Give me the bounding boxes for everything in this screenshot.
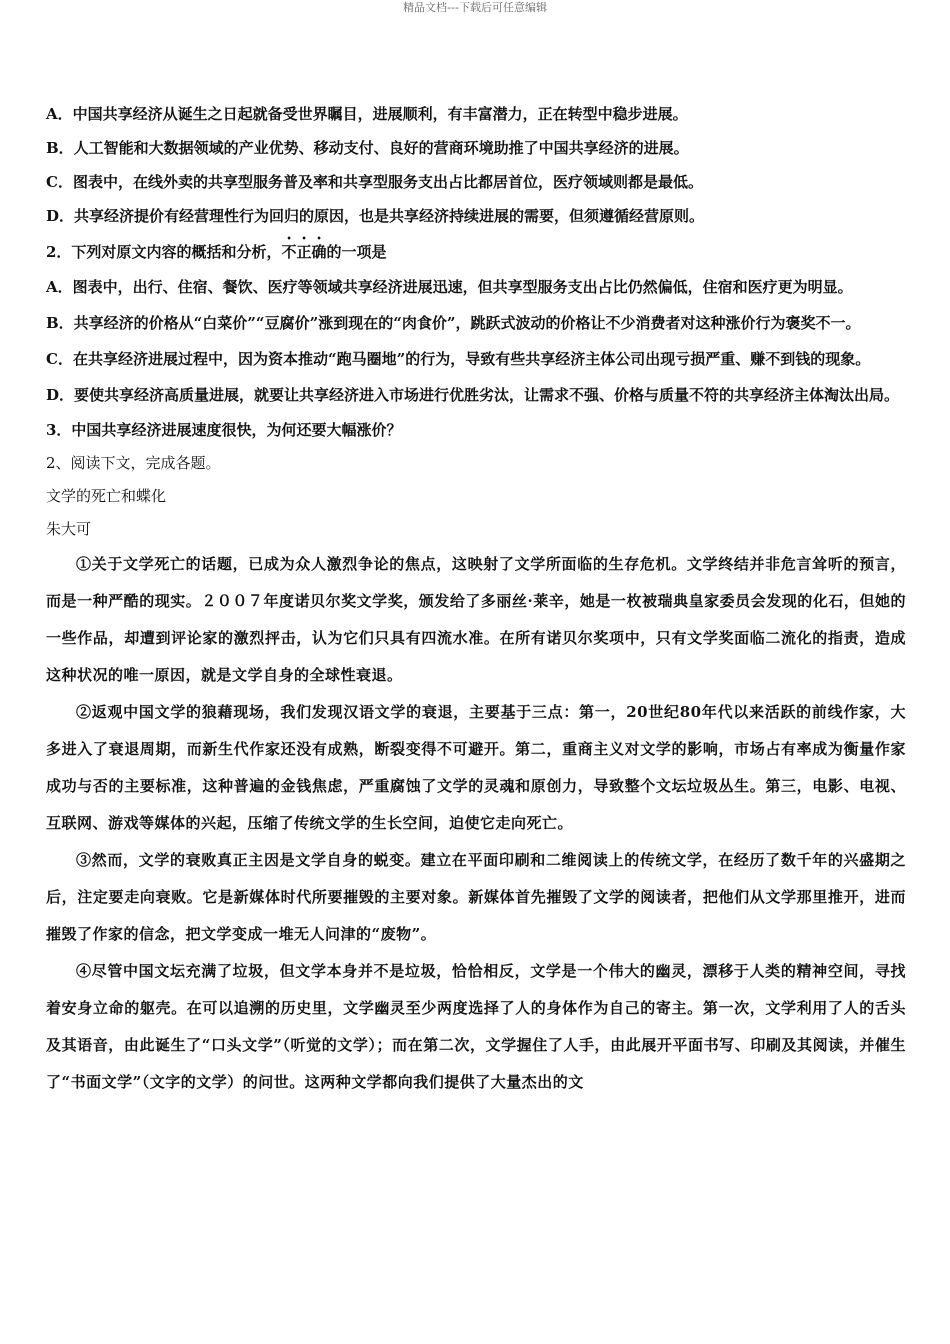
article-paragraph-1: ①关于文学死亡的话题，已成为众人激烈争论的焦点，这映射了文学所面临的生存危机。文学终结并非危言耸听的预言，而是一种严酷的现实。２００７年度诺贝尔奖文学奖，颁发给了多丽丝·莱辛，她是一枚被瑞典皇家委员会发现的化石，但她的一些作品，却遭到评论家的激烈抨击，认为它们只具有四流水准。在所有诺贝尔奖项中，只有文学奖面临二流化的指责，造成这种状况的唯一原因，就是文学自身的全球性衰退。 [46,555,906,684]
q1-option-c: C．图表中，在线外卖的共享型服务普及率和共享型服务支出占比都居首位，医疗领域则都是最低。 [46,173,703,191]
article-paragraph-4: ④尽管中国文坛充满了垃圾，但文学本身并不是垃圾，恰恰相反，文学是一个伟大的幽灵，漂移于人类的精神空间，寻找着安身立命的躯壳。在可以追溯的历史里，文学幽灵至少两度选择了人的身体作为自己的寄主。第一次，文学利用了人的舌头及其语音，由此诞生了“口头文学”（听觉的文学）；而在第二次，文学握住了人手，由此展开平面书写、印刷及其阅读，并催生了“书面文学”（文字的文学）的问世。这两种文学都向我们提供了大量杰出的文 [46,962,906,1091]
q2-stem-after: 的一项是 [326,243,387,261]
q1-option-b: B．人工智能和大数据领域的产业优势、移动支付、良好的营商环境助推了中国共享经济的进展。 [46,139,689,157]
article-paragraph-2: ②返观中国文学的狼藉现场，我们发现汉语文学的衰退，主要基于三点：第一，20世纪80年代以来活跃的前线作家，大多进入了衰退周期，而新生代作家还没有成熟，断裂变得不可避开。第二，重商主义对文学的影响，市场占有率成为衡量作家成功与否的主要标准，这种普遍的金钱焦虑，严重腐蚀了文学的灵魂和原创力，导致整个文坛垃圾丛生。第三，电影、电视、互联网、游戏等媒体的兴起，压缩了传统文学的生长空间，迫使它走向死亡。 [46,703,906,832]
q1-option-d: D．共享经济提价有经营理性行为回归的原因，也是共享经济持续进展的需要，但须遵循经营原则。 [46,207,705,225]
article-paragraph-3: ③然而，文学的衰败真正主因是文学自身的蜕变。建立在平面印刷和二维阅读上的传统文学，在经历了数千年的兴盛期之后，注定要走向衰败。它是新媒体时代所要摧毁的主要对象。新媒体首先摧毁了文学的阅读者，把他们从文学那里推开，进而摧毁了作家的信念，把文学变成一堆无人问津的“废物”。 [46,851,906,943]
q2-option-c: C．在共享经济进展过程中，因为资本推动“跑马圈地”的行为，导致有些共享经济主体公司出现亏损严重、赚不到钱的现象。 [46,350,871,368]
q3-stem: 3．中国共享经济进展速度很快，为何还要大幅涨价？ [46,421,402,439]
q2-option-d: D．要使共享经济高质量进展，就要让共享经济进入市场进行优胜劣汰，让需求不强、价格与质量不符的共享经济主体淘汰出局。 [46,386,900,404]
article-title: 文学的死亡和蝶化 [46,487,167,505]
q2-stem-before: 2．下列对原文内容的概括和分析， [46,243,282,261]
document-body [46,97,906,1101]
q2-stem-emphasis: 不正确 [281,243,327,261]
q2-option-a: A．图表中，出行、住宿、餐饮、医疗等领域共享经济进展迅速，但共享型服务支出占比仍然偏低，住宿和医疗更为明显。 [46,278,853,296]
page-header: 精品文档---下载后可任意编辑 [403,1,547,14]
q2-option-b: B．共享经济的价格从“白菜价”“豆腐价”涨到现在的“肉食价”，跳跃式波动的价格让不少消费者对这种涨价行为褒奖不一。 [46,314,861,332]
section-intro: 2、阅读下文，完成各题。 [46,454,221,472]
q2-stem [46,233,906,269]
q1-option-a: A．中国共享经济从诞生之日起就备受世界瞩目，进展顺利，有丰富潜力，正在转型中稳步进展。 [46,105,688,123]
article-author: 朱大可 [46,520,92,538]
